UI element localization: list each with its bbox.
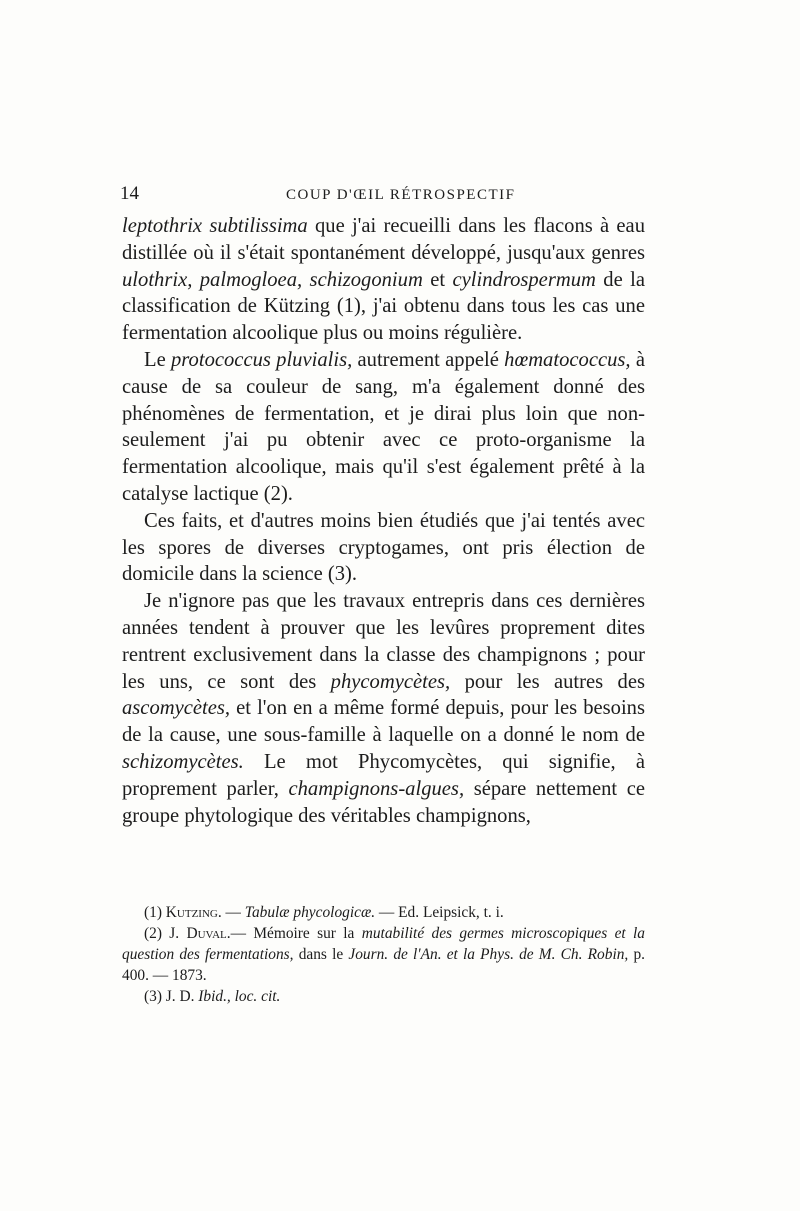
italic-term: leptothrix subtilissima [122, 215, 308, 237]
text-run: — [221, 904, 245, 921]
text-run: que j'ai recueilli dans les flacons à eau distillée où il s'était spontanément développé, jusqu'aux genres [122, 215, 645, 264]
italic-title: Journ. de l'An. et la Phys. de M. Ch. Robin, [348, 946, 629, 963]
text-run: Le [144, 348, 171, 371]
text-run: p. 400. — 1873. [122, 946, 645, 984]
italic-term: cylindrospermum [452, 268, 596, 291]
footnote-3 [122, 986, 645, 1007]
text-run: autrement appelé [352, 348, 505, 371]
italic-term: ascomycètes, [122, 697, 231, 720]
italic-term: protococcus pluvialis, [171, 348, 353, 371]
italic-title: Tabulæ phycologicæ. [244, 904, 376, 921]
page-number: 14 [120, 183, 139, 204]
italic-title: Ibid., loc. cit. [198, 988, 281, 1005]
italic-term: phycomycètes, [330, 670, 451, 693]
text-run: pour les autres des [450, 670, 645, 693]
text-run: Je n'ignore pas que les travaux entrepris dans ces dernières années tendent à prouver que les levûres proprement dites rentrent exclusivement dans la classe des champignons ; pour les uns, ce sont des [122, 590, 645, 693]
text-run: à cause de sa couleur de sang, m'a également donné des phénomènes de fermentation, et je dirai plus loin que non-seulement j'ai pu obtenir avec ce proto-organisme la fermentation alcoolique, mais qu'il s'est également prêté à la catalyse lactique (2). [122, 348, 645, 505]
text-run: Ces faits, et d'autres moins bien étudiés que j'ai tentés avec les spores de diverses cryptogames, ont pris élection de domicile dans la science (3). [122, 509, 645, 586]
footnote-marker: (2) J. [144, 925, 187, 942]
author-name: Kutzing. [165, 904, 222, 921]
italic-title: mutabilité des germes microscopiques et la question des fermentations, [122, 925, 645, 963]
footnote-2 [122, 923, 645, 986]
italic-term: ulothrix, palmogloea, schizogonium [122, 268, 423, 291]
footnote-1 [122, 902, 645, 923]
text-run: — Mémoire sur la [230, 925, 362, 942]
text-run: de la classification de Kützing (1), j'ai obtenu dans tous les cas une fermentation alcoolique plus ou moins régulière. [122, 268, 645, 345]
text-run: et [422, 268, 453, 291]
running-title: COUP D'ŒIL RÉTROSPECTIF [286, 187, 516, 203]
text-run: et l'on en a même formé depuis, pour les besoins de la cause, une sous-famille à laquelle on a donné le nom de [122, 697, 645, 747]
footnote-marker: (1) [144, 904, 166, 921]
text-run: dans le [293, 946, 349, 963]
text-run: sépare nettement ce groupe phytologique des véritables champignons, [122, 777, 646, 827]
paragraph-4 [122, 588, 645, 829]
author-name: Duval. [186, 925, 231, 942]
text-run: — Ed. Leipsick, t. i. [375, 904, 504, 921]
footnote-marker: (3) J. D. [144, 988, 199, 1005]
paragraph-1 [122, 213, 645, 347]
page-header [120, 183, 645, 209]
italic-term: hœmatococcus, [504, 348, 631, 371]
text-run: Le mot Phycomycètes, qui signifie, à proprement parler, [122, 750, 645, 800]
paragraph-2 [122, 347, 645, 508]
italic-term: champignons-algues, [288, 777, 465, 800]
italic-term: schizomycètes. [122, 750, 244, 773]
footnotes [122, 902, 645, 1007]
paragraph-3 [122, 508, 645, 588]
main-text [122, 213, 645, 829]
